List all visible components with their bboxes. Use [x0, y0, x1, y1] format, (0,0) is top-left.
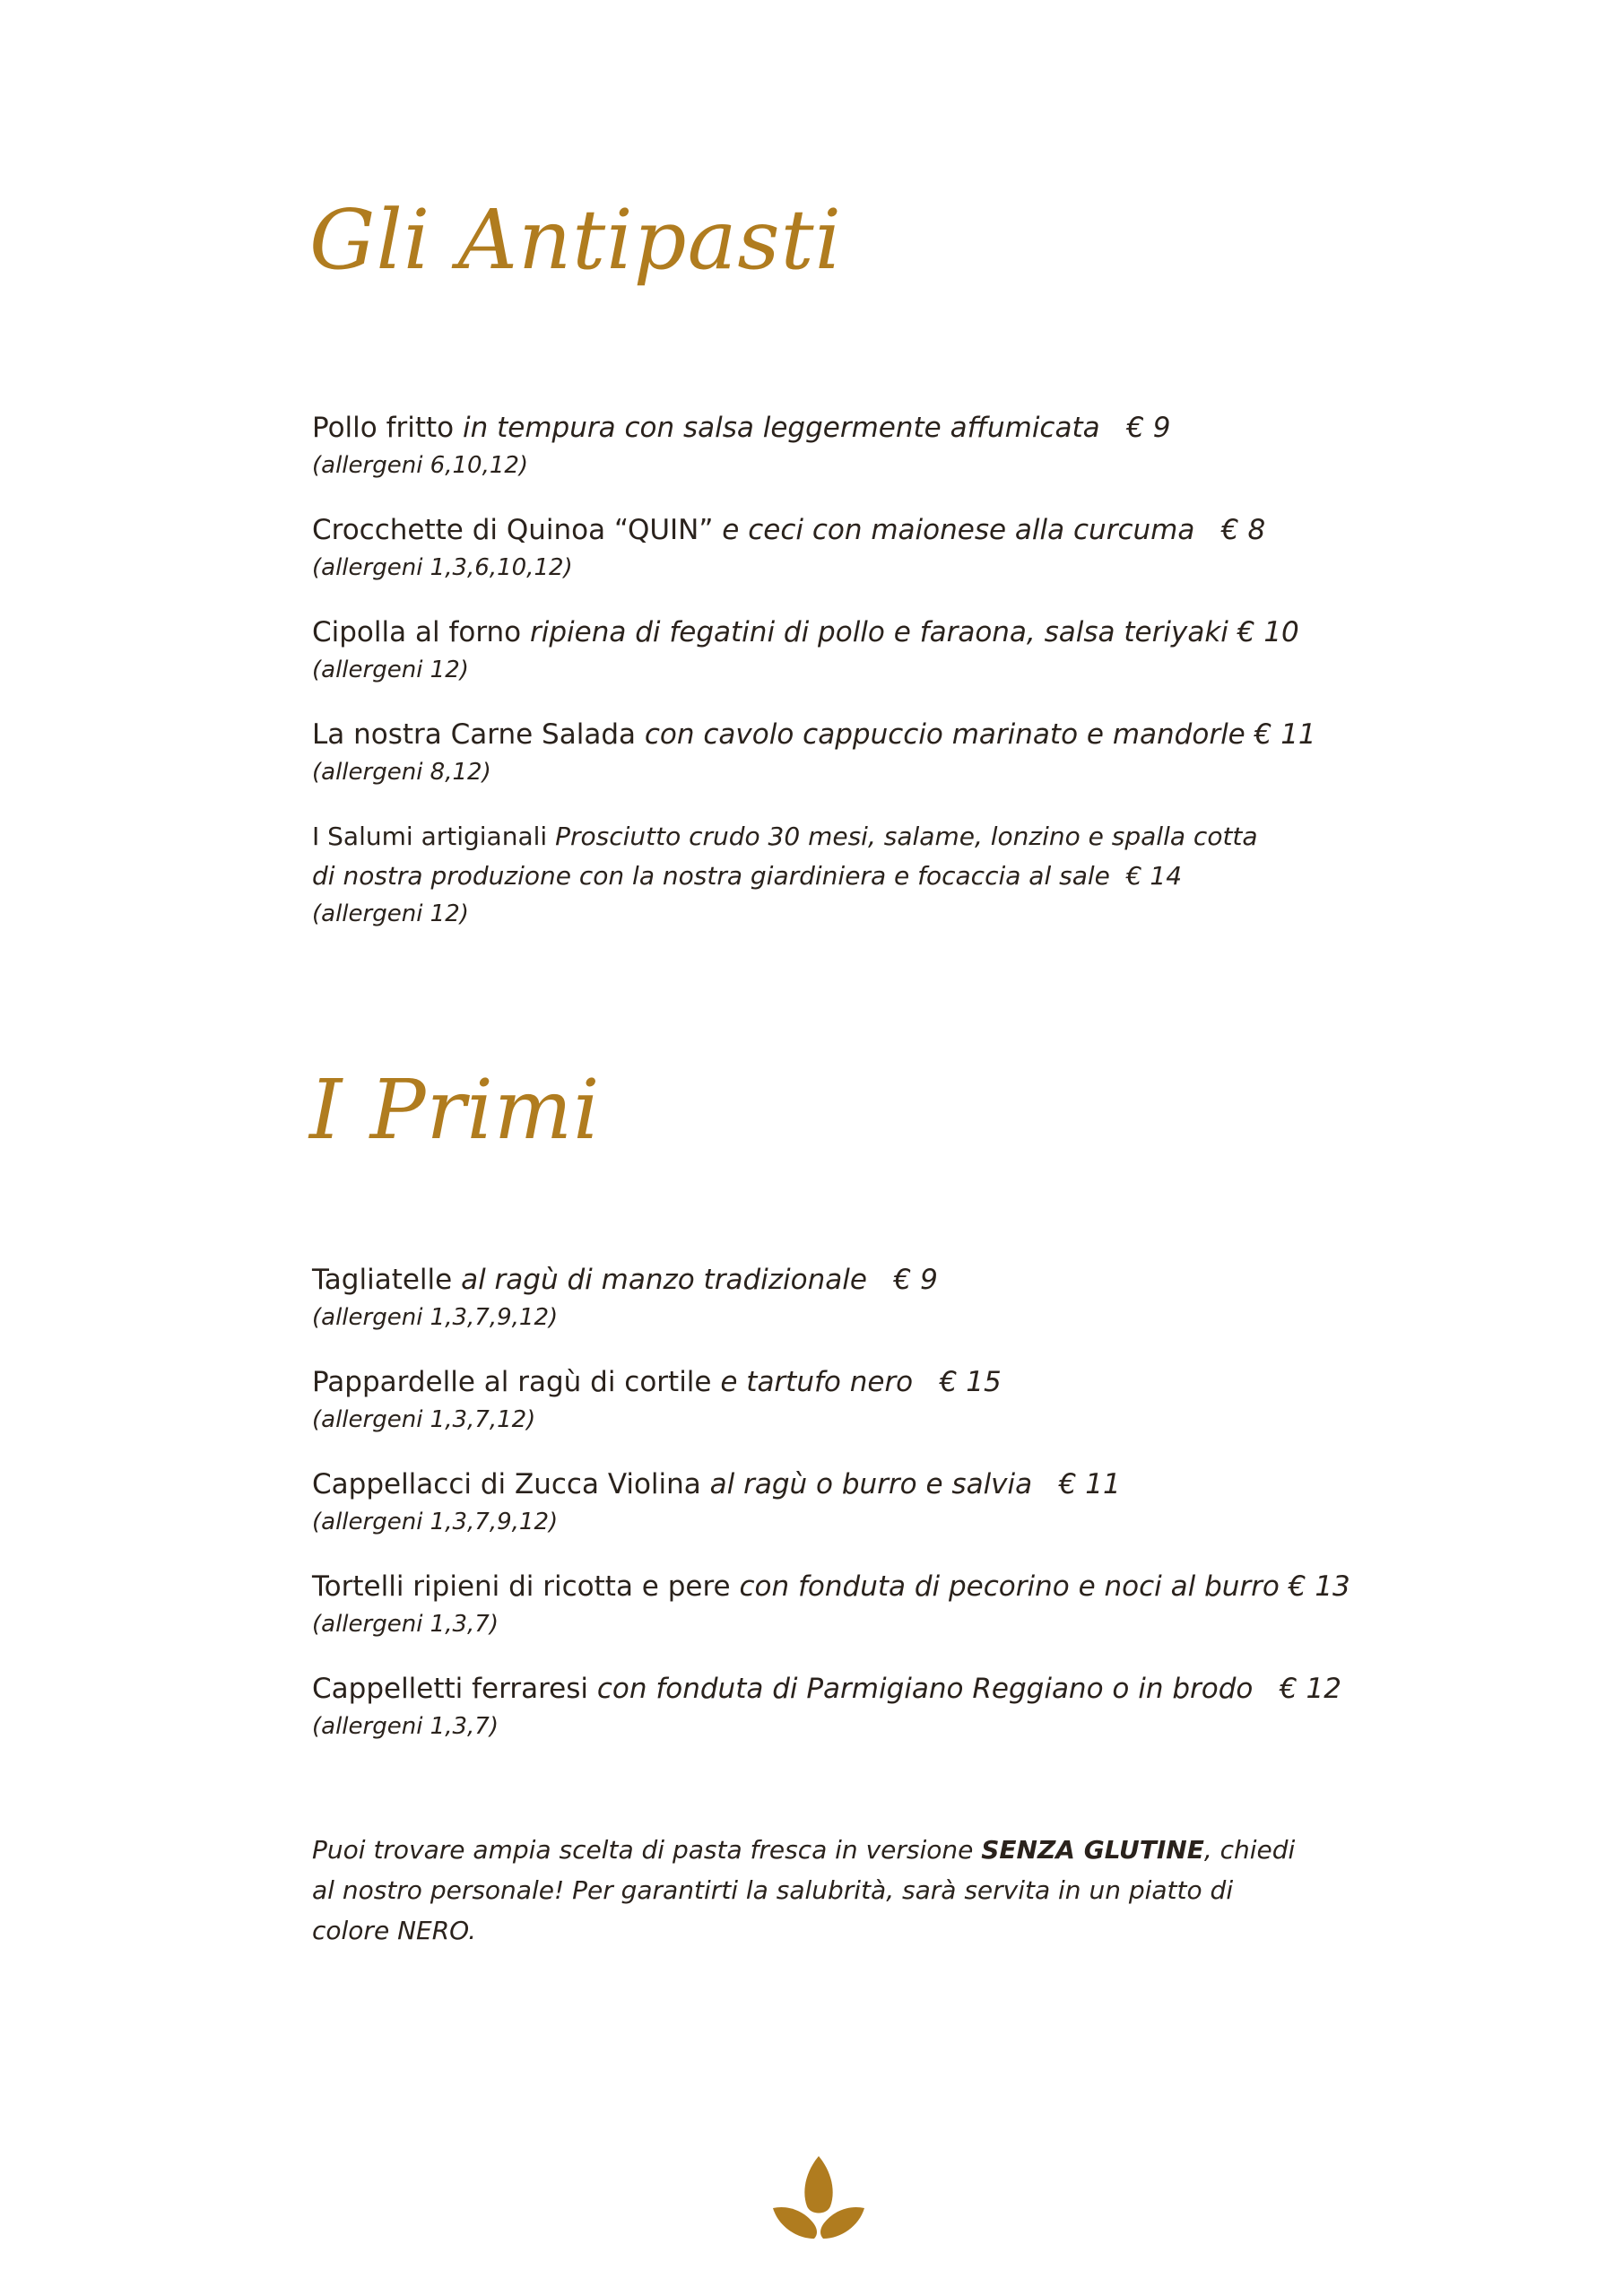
section-title-primi: I Primi: [309, 1062, 601, 1158]
three-petal-leaf-icon: [769, 2152, 868, 2242]
menu-item-allergens: (allergeni 1,3,7,12): [312, 1406, 536, 1433]
menu-item-allergens: (allergeni 1,3,7): [312, 1713, 499, 1740]
menu-item-line: [312, 1465, 1370, 1504]
menu-item-name: Cappelletti ferraresi: [312, 1673, 588, 1705]
menu-item-line: [312, 1567, 1370, 1606]
menu-item-allergens: (allergeni 12): [312, 657, 469, 683]
menu-item-description: Prosciutto crudo 30 mesi, salame, lonzino e spalla cotta di nostra produzione con la nostra giardiniera e focaccia al sale: [312, 822, 1258, 891]
menu-item-name: Tortelli ripieni di ricotta e pere: [312, 1570, 731, 1603]
menu-item-price: € 15: [939, 1366, 1002, 1398]
menu-item: [312, 817, 1370, 932]
menu-item-line: [312, 1362, 1370, 1402]
menu-item-line: [312, 715, 1370, 754]
menu-item: [312, 408, 1370, 483]
menu-item-description: ripiena di fegatini di pollo e faraona, salsa teriyaki: [530, 616, 1228, 648]
menu-item-line: [312, 510, 1370, 550]
primi-list: [312, 1260, 1370, 1771]
section-title-antipasti: Gli Antipasti: [309, 192, 843, 288]
menu-item: [312, 1669, 1370, 1744]
menu-item-allergens: (allergeni 1,3,7): [312, 1611, 499, 1638]
menu-item-name: Cipolla al forno: [312, 616, 522, 648]
menu-item-description: in tempura con salsa leggermente affumicata: [463, 412, 1100, 444]
gluten-free-note: [312, 1830, 1298, 1951]
menu-item-description: e ceci con maionese alla curcuma: [722, 514, 1195, 546]
menu-item: [312, 1465, 1370, 1540]
menu-item-allergens: (allergeni 12): [312, 900, 469, 927]
menu-item-name: Pollo fritto: [312, 412, 455, 444]
menu-item-price: € 14: [1125, 861, 1183, 891]
menu-item-description: e tartufo nero: [720, 1366, 914, 1398]
menu-item-line: [312, 1260, 1370, 1300]
menu-item-price: € 13: [1288, 1570, 1350, 1603]
menu-item-price: € 9: [1126, 412, 1171, 444]
antipasti-list: [312, 408, 1370, 959]
menu-item-name: Crocchette di Quinoa “QUIN”: [312, 514, 714, 546]
menu-item-description: con cavolo cappuccio marinato e mandorle: [644, 718, 1245, 751]
menu-item-allergens: (allergeni 1,3,7,9,12): [312, 1304, 559, 1331]
menu-item-price: € 10: [1237, 616, 1299, 648]
menu-item-price: € 11: [1254, 718, 1316, 751]
menu-item: [312, 1362, 1370, 1438]
menu-item-price: € 8: [1220, 514, 1266, 546]
menu-item: [312, 715, 1370, 790]
menu-item-description: con fonduta di Parmigiano Reggiano o in brodo: [596, 1673, 1254, 1705]
menu-item: [312, 613, 1370, 688]
menu-item-price: € 11: [1058, 1468, 1121, 1500]
menu-item: [312, 1567, 1370, 1642]
menu-item-name: Cappellacci di Zucca Violina: [312, 1468, 701, 1500]
menu-item-description: al ragù o burro e salvia: [709, 1468, 1033, 1500]
menu-item-description: con fonduta di pecorino e noci al burro: [739, 1570, 1280, 1603]
note-text-before: Puoi trovare ampia scelta di pasta fresca in versione: [312, 1835, 982, 1865]
menu-item-line: [312, 408, 1370, 448]
menu-item-line: [312, 1669, 1370, 1709]
menu-item: [312, 510, 1370, 586]
menu-item-allergens: (allergeni 1,3,7,9,12): [312, 1509, 559, 1535]
menu-item-price: € 12: [1279, 1673, 1341, 1705]
menu-item-name: Tagliatelle: [312, 1264, 453, 1296]
menu-item-name: La nostra Carne Salada: [312, 718, 637, 751]
menu-item-allergens: (allergeni 6,10,12): [312, 452, 529, 479]
menu-item-line: [312, 613, 1370, 652]
menu-item-line: [312, 817, 1263, 896]
note-emphasis: SENZA GLUTINE: [981, 1835, 1204, 1865]
menu-item-name: Pappardelle al ragù di cortile: [312, 1366, 712, 1398]
menu-item: [312, 1260, 1370, 1335]
menu-item-price: € 9: [893, 1264, 938, 1296]
menu-item-description: al ragù di manzo tradizionale: [461, 1264, 867, 1296]
menu-item-name: I Salumi artigianali: [312, 822, 548, 851]
note-text-after: , chiedi al nostro personale! Per garantirti la salubrità, sarà servita in un piatto di colore NERO.: [312, 1835, 1296, 1945]
menu-item-allergens: (allergeni 8,12): [312, 759, 491, 786]
menu-item-allergens: (allergeni 1,3,6,10,12): [312, 554, 573, 581]
